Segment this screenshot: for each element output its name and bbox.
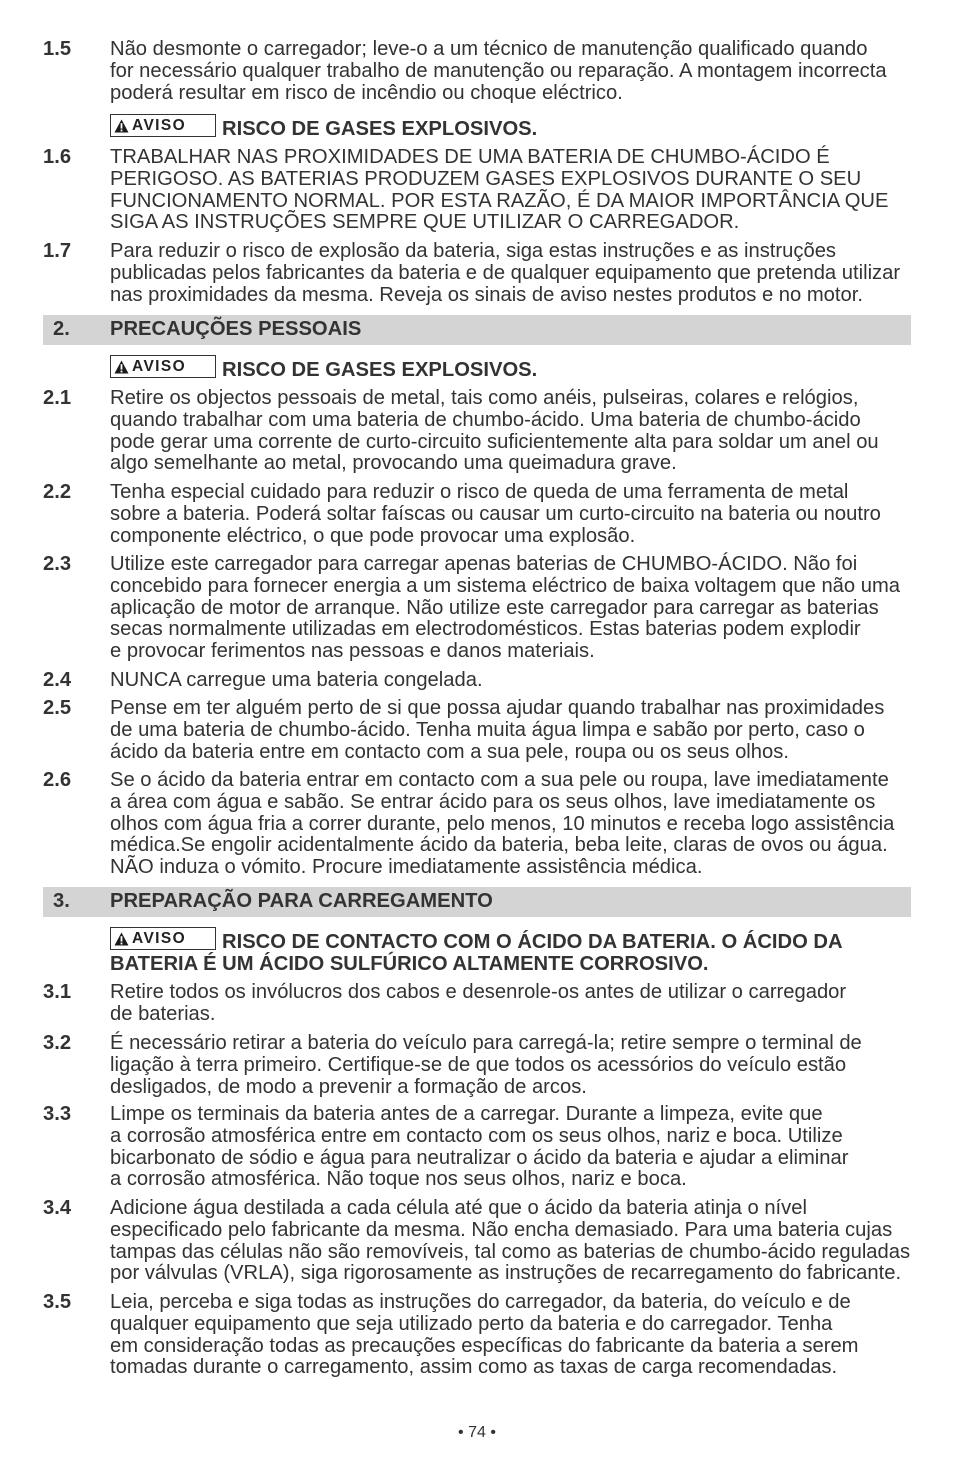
item-text <box>110 388 879 475</box>
section-title: PRECAUÇÕES PESSOAIS <box>110 318 362 340</box>
aviso-label: AVISO <box>132 357 187 375</box>
section-number: 3. <box>53 890 70 912</box>
text-line: qualquer equipamento que seja utilizado perto da bateria e do carregador. Tenha <box>110 1312 833 1335</box>
item-number: 2.2 <box>43 481 72 503</box>
text-line: tampas das células não são removíveis, tal como as baterias de chumbo-ácido reguladas <box>110 1240 911 1263</box>
text-line: a corrosão atmosférica entre em contacto com os seus olhos, nariz e boca. Utilize <box>110 1124 843 1147</box>
text-line: por válvulas (VRLA), siga rigorosamente as instruções de recarregamento do fabricante. <box>110 1262 902 1285</box>
section-header-3 <box>43 887 911 917</box>
text-line: nas proximidades da mesma. Reveja os sinais de aviso nestes produtos e no motor. <box>110 283 863 306</box>
text-line: FUNCIONAMENTO NORMAL. POR ESTA RAZÃO, É DA MAIOR IMPORTÂNCIA QUE <box>110 189 889 212</box>
aviso-label-box <box>110 927 216 950</box>
item-text <box>110 39 887 104</box>
text-line: for necessário qualquer trabalho de manutenção ou reparação. A montagem incorrecta <box>110 59 887 82</box>
item-text <box>110 1292 859 1379</box>
item-number: 3.5 <box>43 1291 72 1313</box>
text-line: concebido para fornecer energia a um sistema eléctrico de baixa voltagem que não uma <box>110 574 901 597</box>
item-number: 1.7 <box>43 240 72 262</box>
aviso-label-box <box>110 114 216 137</box>
text-line: bicarbonato de sódio e água para neutralizar o ácido da bateria e ajudar a eliminar <box>110 1146 849 1169</box>
text-line: aplicação de motor de arranque. Não utilize este carregador para carregar as baterias <box>110 596 879 619</box>
item-text <box>110 1104 848 1191</box>
warning-text: RISCO DE CONTACTO COM O ÁCIDO DA BATERIA. O ÁCIDO DA <box>222 931 843 953</box>
text-line: Utilize este carregador para carregar apenas baterias de CHUMBO-ÁCIDO. Não foi <box>110 553 858 575</box>
section-header-2 <box>43 315 911 345</box>
section-title: PREPARAÇÃO PARA CARREGAMENTO <box>110 890 493 912</box>
text-line: Se o ácido da bateria entrar em contacto com a sua pele ou roupa, lave imediatamente <box>110 769 889 791</box>
text-line: desligados, de modo a prevenir a formação de arcos. <box>110 1075 587 1098</box>
text-line: poderá resultar em risco de incêndio ou choque eléctrico. <box>110 81 623 104</box>
text-line: Pense em ter alguém perto de si que possa ajudar quando trabalhar nas proximidades <box>110 697 885 719</box>
text-line: Retire todos os invólucros dos cabos e desenrole-os antes de utilizar o carregador <box>110 981 847 1003</box>
warning-triangle-icon <box>114 360 129 374</box>
text-line: Retire os objectos pessoais de metal, tais como anéis, pulseiras, colares e relógios, <box>110 387 859 409</box>
text-line: NÃO induza o vómito. Procure imediatamente assistência médica. <box>110 856 703 878</box>
item-text <box>110 241 900 306</box>
text-line: Para reduzir o risco de explosão da bateria, siga estas instruções e as instruções <box>110 240 837 262</box>
item-text <box>110 147 888 234</box>
text-line: É necessário retirar a bateria do veículo para carregá-la; retire sempre o terminal de <box>110 1032 862 1054</box>
warning-triangle-icon <box>114 932 129 946</box>
text-line: SIGA AS INSTRUÇÕES SEMPRE QUE UTILIZAR O CARREGADOR. <box>110 211 740 234</box>
text-line: Limpe os terminais da bateria antes de a carregar. Durante a limpeza, evite que <box>110 1103 823 1125</box>
item-number: 2.6 <box>43 769 72 791</box>
item-number: 2.1 <box>43 387 72 409</box>
text-line: Adicione água destilada a cada célula até que o ácido da bateria atinja o nível <box>110 1197 807 1219</box>
item-number: 1.5 <box>43 38 72 60</box>
warning-text: BATERIA É UM ÁCIDO SULFÚRICO ALTAMENTE CORROSIVO. <box>110 952 709 975</box>
item-text <box>110 982 846 1026</box>
text-line: e provocar ferimentos nas pessoas e danos materiais. <box>110 640 595 662</box>
text-line: PERIGOSO. AS BATERIAS PRODUZEM GASES EXPLOSIVOS DURANTE O SEU <box>110 167 862 190</box>
text-line: algo semelhante ao metal, provocando uma queimadura grave. <box>110 452 677 475</box>
aviso-label: AVISO <box>132 929 187 947</box>
aviso-label: AVISO <box>132 116 187 134</box>
warning-text: RISCO DE GASES EXPLOSIVOS. <box>222 118 538 140</box>
text-line: NUNCA carregue uma bateria congelada. <box>110 669 483 691</box>
item-number: 1.6 <box>43 146 72 168</box>
text-line: publicadas pelos fabricantes da bateria e de qualquer equipamento que pretenda utilizar <box>110 261 901 284</box>
item-number: 3.3 <box>43 1103 72 1125</box>
warning-text: RISCO DE GASES EXPLOSIVOS. <box>222 359 538 381</box>
item-number: 3.2 <box>43 1032 72 1054</box>
text-line: ácido da bateria entre em contacto com a sua pele, roupa ou os seus olhos. <box>110 740 789 763</box>
text-line: a área com água e sabão. Se entrar ácido para os seus olhos, lave imediatamente os <box>110 790 876 813</box>
page-number: • 74 • <box>458 1424 496 1441</box>
item-text <box>110 1033 862 1098</box>
item-number: 2.3 <box>43 553 72 575</box>
item-number: 2.4 <box>43 669 72 691</box>
text-line: componente eléctrico, o que pode provocar uma explosão. <box>110 524 636 547</box>
text-line: ligação à terra primeiro. Certifique-se de que todos os acessórios do veículo estão <box>110 1053 847 1076</box>
text-line: TRABALHAR NAS PROXIMIDADES DE UMA BATERIA DE CHUMBO-ÁCIDO É <box>110 146 830 168</box>
text-line: quando trabalhar com uma bateria de chumbo-ácido. Uma bateria de chumbo-ácido <box>110 408 861 431</box>
item-number: 3.4 <box>43 1197 72 1219</box>
text-line: pode gerar uma corrente de curto-circuito suficientemente alta para soldar um anel ou <box>110 430 879 453</box>
item-text <box>110 698 884 763</box>
text-line: Não desmonte o carregador; leve-o a um técnico de manutenção qualificado quando <box>110 38 868 60</box>
item-number: 3.1 <box>43 981 72 1003</box>
text-line: secas normalmente utilizadas em electrodomésticos. Estas baterias podem explodir <box>110 618 861 641</box>
text-line: tomadas durante o carregamento, assim como as taxas de carga recomendadas. <box>110 1356 838 1379</box>
text-line: olhos com água fria a correr durante, pelo menos, 10 minutos e receba logo assistência <box>110 812 895 835</box>
item-text <box>110 554 900 663</box>
text-line: médica.Se engolir acidentalmente ácido da bateria, beba leite, claras de ovos ou água. <box>110 834 888 857</box>
text-line: Tenha especial cuidado para reduzir o risco de queda de uma ferramenta de metal <box>110 481 849 503</box>
text-line: especificado pelo fabricante da mesma. Não encha demasiado. Para uma bateria cujas <box>110 1218 893 1241</box>
text-line: a corrosão atmosférica. Não toque nos seus olhos, nariz e boca. <box>110 1168 687 1191</box>
warning-triangle-icon <box>114 119 129 133</box>
aviso-label-box <box>110 355 216 378</box>
section-number: 2. <box>53 318 70 340</box>
item-number: 2.5 <box>43 697 72 719</box>
text-line: de baterias. <box>110 1002 216 1025</box>
text-line: de uma bateria de chumbo-ácido. Tenha muita água limpa e sabão por perto, caso o <box>110 718 865 741</box>
text-line: Leia, perceba e siga todas as instruções do carregador, da bateria, do veículo e de <box>110 1291 851 1313</box>
item-text <box>110 1198 910 1285</box>
text-line: em consideração todas as precauções específicas do fabricante da bateria a serem <box>110 1334 859 1357</box>
item-text <box>110 670 483 692</box>
item-text <box>110 770 894 879</box>
text-line: sobre a bateria. Poderá soltar faíscas ou causar um curto-circuito na bateria ou noutro <box>110 502 881 525</box>
item-text <box>110 482 881 547</box>
